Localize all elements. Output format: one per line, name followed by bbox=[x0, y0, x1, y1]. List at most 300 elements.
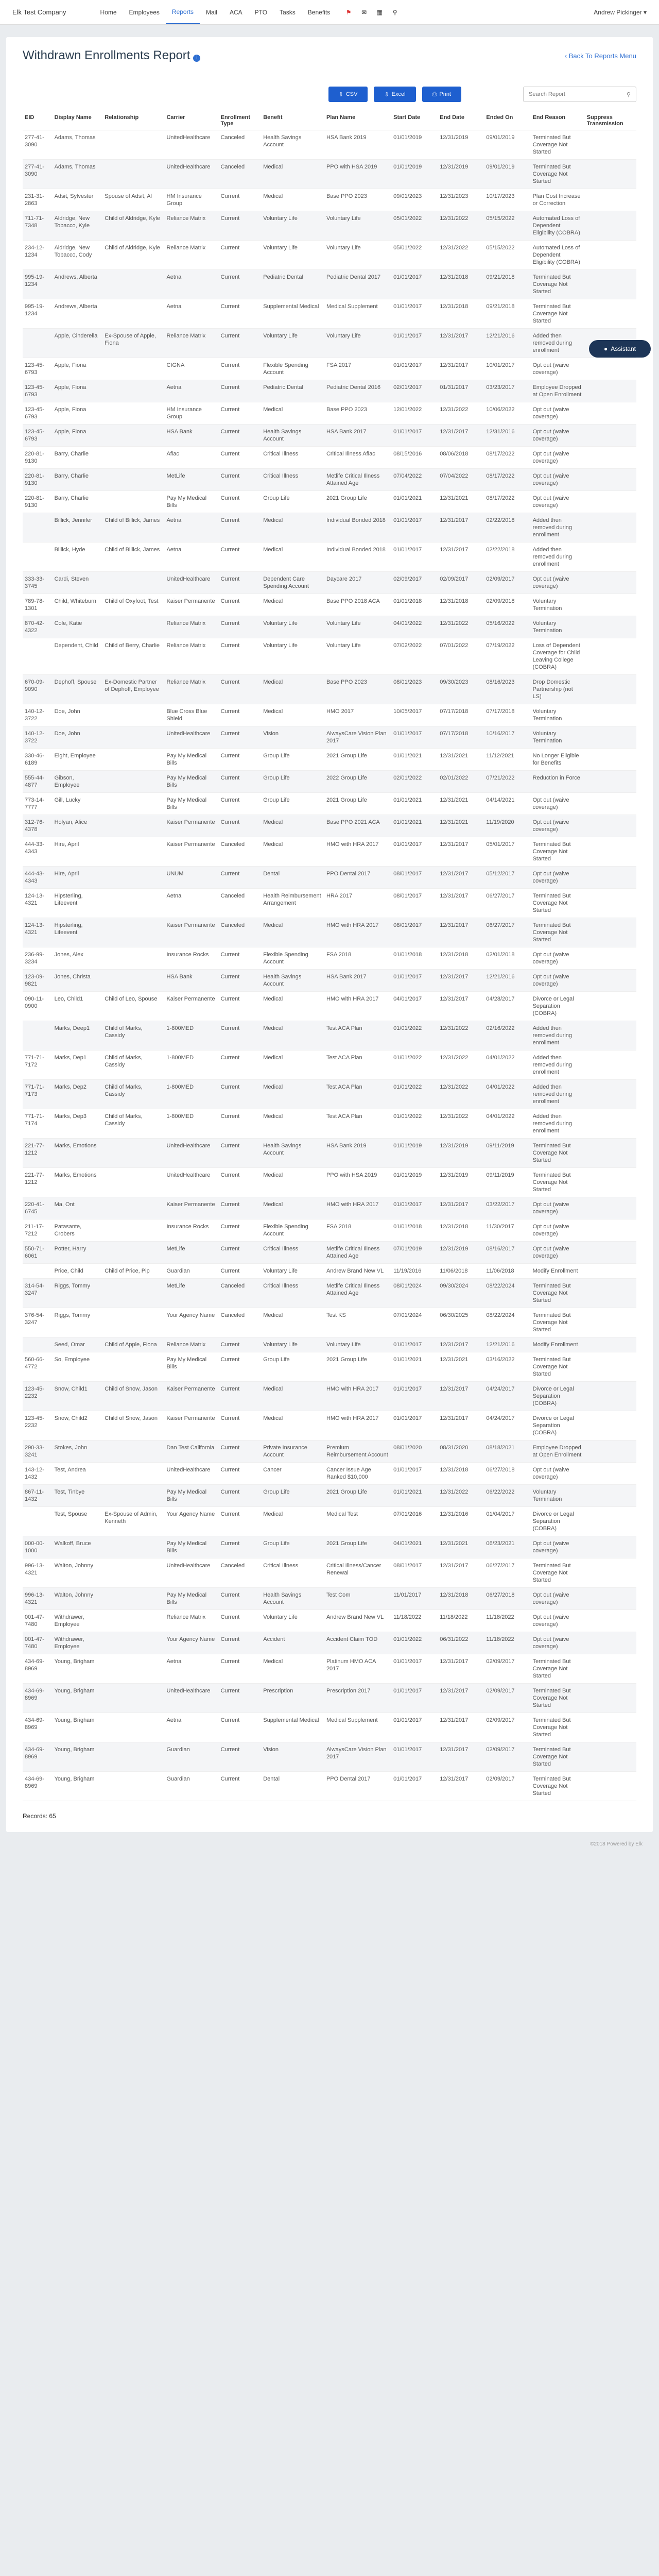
table-cell: Health Savings Account bbox=[261, 1588, 324, 1610]
table-cell: Aetna bbox=[164, 299, 218, 329]
table-cell: HMO with HRA 2017 bbox=[324, 1197, 391, 1219]
table-cell: Current bbox=[219, 270, 262, 299]
table-row bbox=[23, 1772, 636, 1801]
table-cell: Guardian bbox=[164, 1772, 218, 1801]
table-cell: 12/31/2021 bbox=[438, 1352, 484, 1382]
table-cell: Pay My Medical Bills bbox=[164, 771, 218, 793]
table-cell: 220-81-9130 bbox=[23, 447, 53, 469]
table-cell: Current bbox=[219, 1337, 262, 1352]
table-row bbox=[23, 1463, 636, 1485]
table-cell: Current bbox=[219, 749, 262, 771]
table-cell: 996-13-4321 bbox=[23, 1558, 53, 1588]
table-cell: Critical Illness bbox=[261, 1279, 324, 1308]
table-cell: Gill, Lucky bbox=[53, 793, 103, 815]
table-cell bbox=[585, 837, 636, 867]
column-header[interactable]: Start Date bbox=[391, 111, 438, 130]
table-cell bbox=[102, 160, 164, 189]
table-cell: 08/22/2024 bbox=[484, 1308, 530, 1337]
table-cell: 08/22/2024 bbox=[484, 1279, 530, 1308]
table-cell: 789-78-1301 bbox=[23, 594, 53, 616]
table-cell: 333-33-3745 bbox=[23, 572, 53, 594]
table-cell: Added then removed during enrollment bbox=[531, 329, 585, 358]
table-cell bbox=[585, 992, 636, 1021]
table-cell: 10/06/2022 bbox=[484, 402, 530, 425]
table-cell: 211-17-7212 bbox=[23, 1219, 53, 1242]
table-cell: 02/09/2017 bbox=[484, 1772, 530, 1801]
table-cell: Current bbox=[219, 329, 262, 358]
table-cell: UnitedHealthcare bbox=[164, 1684, 218, 1713]
table-cell: 06/27/2017 bbox=[484, 889, 530, 918]
table-cell: Aetna bbox=[164, 889, 218, 918]
table-cell: Child of Aldridge, Kyle bbox=[102, 211, 164, 241]
table-cell: 01/01/2021 bbox=[391, 749, 438, 771]
table-cell: Pay My Medical Bills bbox=[164, 1536, 218, 1558]
table-cell: Supplemental Medical bbox=[261, 299, 324, 329]
table-cell: 02/09/2017 bbox=[484, 1684, 530, 1713]
table-cell: Terminated But Coverage Not Started bbox=[531, 1772, 585, 1801]
table-row bbox=[23, 1382, 636, 1411]
download-icon: ⇩ bbox=[338, 91, 343, 98]
table-cell: Pay My Medical Bills bbox=[164, 1485, 218, 1507]
table-cell: 08/01/2024 bbox=[391, 1279, 438, 1308]
table-cell: 01/01/2019 bbox=[391, 1168, 438, 1197]
table-cell: Opt out (waive coverage) bbox=[531, 447, 585, 469]
info-icon[interactable]: i bbox=[193, 55, 200, 62]
table-cell: 11/06/2018 bbox=[438, 1264, 484, 1279]
table-cell: 12/31/2017 bbox=[438, 992, 484, 1021]
table-cell: 1-800MED bbox=[164, 1050, 218, 1080]
table-cell: Kaiser Permanente bbox=[164, 815, 218, 837]
nav-menu bbox=[94, 0, 337, 24]
table-cell: 140-12-3722 bbox=[23, 726, 53, 749]
table-cell: 2021 Group Life bbox=[324, 793, 391, 815]
table-cell: Current bbox=[219, 726, 262, 749]
table-row bbox=[23, 1242, 636, 1264]
table-cell: 01/01/2022 bbox=[391, 1050, 438, 1080]
table-row bbox=[23, 1610, 636, 1632]
table-cell: 312-76-4378 bbox=[23, 815, 53, 837]
grid-icon[interactable]: ▦ bbox=[376, 8, 383, 16]
table-cell: 12/31/2022 bbox=[438, 211, 484, 241]
table-cell: 04/01/2022 bbox=[484, 1080, 530, 1109]
table-cell: Current bbox=[219, 1219, 262, 1242]
excel-button[interactable]: ⇩ Excel bbox=[374, 87, 415, 102]
column-header[interactable]: End Date bbox=[438, 111, 484, 130]
table-cell: Price, Child bbox=[53, 1264, 103, 1279]
table-cell: Health Savings Account bbox=[261, 130, 324, 160]
table-cell bbox=[102, 1558, 164, 1588]
table-cell: Medical bbox=[261, 1382, 324, 1411]
back-to-reports-link[interactable]: ‹ Back To Reports Menu bbox=[564, 52, 636, 60]
table-cell: Terminated But Coverage Not Started bbox=[531, 1279, 585, 1308]
table-cell: Current bbox=[219, 1610, 262, 1632]
table-cell: 01/01/2017 bbox=[391, 329, 438, 358]
column-header[interactable]: Display Name bbox=[53, 111, 103, 130]
table-cell: 12/31/2019 bbox=[438, 1139, 484, 1168]
assistant-button[interactable] bbox=[589, 340, 651, 358]
table-cell: 12/31/2017 bbox=[438, 1382, 484, 1411]
table-cell: Supplemental Medical bbox=[261, 1713, 324, 1742]
table-cell: Medical bbox=[261, 543, 324, 572]
table-cell: 234-12-1234 bbox=[23, 241, 53, 270]
table-cell bbox=[585, 1242, 636, 1264]
table-cell: Medical bbox=[261, 1109, 324, 1139]
column-header[interactable]: Enrollment Type bbox=[219, 111, 262, 130]
table-header-row bbox=[23, 111, 636, 130]
table-cell: 12/31/2017 bbox=[438, 889, 484, 918]
table-cell: 07/21/2022 bbox=[484, 771, 530, 793]
table-cell: Terminated But Coverage Not Started bbox=[531, 160, 585, 189]
table-cell: Pay My Medical Bills bbox=[164, 749, 218, 771]
table-cell: Andrews, Alberta bbox=[53, 270, 103, 299]
table-cell: Daycare 2017 bbox=[324, 572, 391, 594]
table-cell: Adsit, Sylvester bbox=[53, 189, 103, 211]
table-cell: 444-43-4343 bbox=[23, 867, 53, 889]
table-cell: Child of Apple, Fiona bbox=[102, 1337, 164, 1352]
table-cell: Plan Cost Increase or Correction bbox=[531, 189, 585, 211]
table-cell: Opt out (waive coverage) bbox=[531, 1197, 585, 1219]
table-cell: 771-71-7174 bbox=[23, 1109, 53, 1139]
table-cell bbox=[102, 1536, 164, 1558]
table-cell: 01/01/2018 bbox=[391, 1219, 438, 1242]
table-cell: Seed, Omar bbox=[53, 1337, 103, 1352]
table-cell: Employee Dropped at Open Enrollment bbox=[531, 380, 585, 402]
table-cell: Pay My Medical Bills bbox=[164, 491, 218, 513]
table-cell: Marks, Dep2 bbox=[53, 1080, 103, 1109]
table-cell: 12/31/2023 bbox=[438, 189, 484, 211]
table-cell: 236-99-3234 bbox=[23, 947, 53, 970]
table-cell: Test ACA Plan bbox=[324, 1021, 391, 1050]
nav-item-home[interactable]: Home bbox=[100, 8, 117, 16]
print-button[interactable]: ⎙ Print bbox=[422, 87, 461, 102]
table-row bbox=[23, 704, 636, 726]
table-cell: 870-42-4322 bbox=[23, 616, 53, 638]
table-row bbox=[23, 402, 636, 425]
table-cell: 123-45-2232 bbox=[23, 1382, 53, 1411]
table-cell: Aflac bbox=[164, 447, 218, 469]
table-cell: Reliance Matrix bbox=[164, 638, 218, 675]
table-cell: Pediatric Dental bbox=[261, 380, 324, 402]
table-cell: 12/31/2022 bbox=[438, 1485, 484, 1507]
table-cell: Medical bbox=[261, 1411, 324, 1440]
table-cell: Child of Marks, Cassidy bbox=[102, 1080, 164, 1109]
table-cell: 12/31/2021 bbox=[438, 491, 484, 513]
nav-item-benefits[interactable]: Benefits bbox=[307, 8, 331, 16]
table-cell: Current bbox=[219, 992, 262, 1021]
column-header[interactable]: End Reason bbox=[531, 111, 585, 130]
table-cell bbox=[585, 211, 636, 241]
nav-item-pto[interactable]: PTO bbox=[254, 8, 268, 16]
table-cell: 06/27/2018 bbox=[484, 1588, 530, 1610]
table-cell: 11/12/2021 bbox=[484, 749, 530, 771]
table-cell: 444-33-4343 bbox=[23, 837, 53, 867]
nav-item-mail[interactable]: Mail bbox=[205, 8, 217, 16]
table-cell: Canceled bbox=[219, 130, 262, 160]
table-row bbox=[23, 513, 636, 543]
table-cell: 01/01/2021 bbox=[391, 1352, 438, 1382]
table-cell: Voluntary Life bbox=[261, 616, 324, 638]
table-row bbox=[23, 130, 636, 160]
table-cell bbox=[585, 1109, 636, 1139]
table-cell: Aetna bbox=[164, 1713, 218, 1742]
table-cell: 02/01/2022 bbox=[391, 771, 438, 793]
table-cell: Platinum HMO ACA 2017 bbox=[324, 1654, 391, 1684]
table-cell: Opt out (waive coverage) bbox=[531, 1588, 585, 1610]
table-cell: Terminated But Coverage Not Started bbox=[531, 1558, 585, 1588]
table-cell: Current bbox=[219, 380, 262, 402]
bell-icon[interactable]: ✉ bbox=[361, 8, 367, 16]
table-cell: Marks, Dep3 bbox=[53, 1109, 103, 1139]
table-cell: Pediatric Dental 2017 bbox=[324, 270, 391, 299]
table-cell: 000-00-1000 bbox=[23, 1536, 53, 1558]
table-row bbox=[23, 1485, 636, 1507]
table-cell: Medical bbox=[261, 992, 324, 1021]
table-cell: Voluntary Life bbox=[324, 1337, 391, 1352]
table-cell: 02/01/2022 bbox=[438, 771, 484, 793]
table-cell: 11/30/2017 bbox=[484, 1219, 530, 1242]
table-cell: Current bbox=[219, 1588, 262, 1610]
csv-button[interactable]: ⇩ CSV bbox=[328, 87, 368, 102]
table-cell: 124-13-4321 bbox=[23, 889, 53, 918]
table-cell bbox=[585, 402, 636, 425]
table-cell: Test, Andrea bbox=[53, 1463, 103, 1485]
table-cell bbox=[23, 1337, 53, 1352]
table-cell: Child of Billick, James bbox=[102, 543, 164, 572]
table-cell: Child of Leo, Spouse bbox=[102, 992, 164, 1021]
table-cell: Aetna bbox=[164, 380, 218, 402]
table-cell: Barry, Charlie bbox=[53, 491, 103, 513]
table-cell bbox=[102, 1352, 164, 1382]
table-cell: 01/01/2022 bbox=[391, 1632, 438, 1654]
table-cell: Opt out (waive coverage) bbox=[531, 425, 585, 447]
table-cell: 11/18/2022 bbox=[484, 1610, 530, 1632]
table-cell: 02/09/2017 bbox=[484, 1742, 530, 1772]
table-cell: Voluntary Termination bbox=[531, 616, 585, 638]
table-cell: 434-69-8969 bbox=[23, 1772, 53, 1801]
table-row bbox=[23, 1632, 636, 1654]
table-cell: UnitedHealthcare bbox=[164, 130, 218, 160]
column-header[interactable]: Ended On bbox=[484, 111, 530, 130]
table-cell: Riggs, Tommy bbox=[53, 1308, 103, 1337]
search-input[interactable]: Search Report ⚲ bbox=[523, 87, 636, 102]
table-cell: Reliance Matrix bbox=[164, 675, 218, 704]
table-cell bbox=[102, 491, 164, 513]
table-cell: 10/05/2017 bbox=[391, 704, 438, 726]
table-cell: 12/31/2022 bbox=[438, 1021, 484, 1050]
table-cell: Current bbox=[219, 1463, 262, 1485]
table-cell: 123-45-6793 bbox=[23, 425, 53, 447]
table-cell: Kaiser Permanente bbox=[164, 1197, 218, 1219]
table-cell: 290-33-3241 bbox=[23, 1440, 53, 1463]
table-cell bbox=[102, 1463, 164, 1485]
table-cell: Andrew Brand New VL bbox=[324, 1610, 391, 1632]
table-cell bbox=[585, 572, 636, 594]
table-cell: Test ACA Plan bbox=[324, 1050, 391, 1080]
table-cell: Aldridge, New Tobacco, Kyle bbox=[53, 211, 103, 241]
table-cell bbox=[585, 1632, 636, 1654]
table-cell: Current bbox=[219, 1168, 262, 1197]
table-cell bbox=[102, 837, 164, 867]
nav-item-aca[interactable]: ACA bbox=[229, 8, 242, 16]
nav-item-employees[interactable]: Employees bbox=[129, 8, 160, 16]
table-cell bbox=[102, 1485, 164, 1507]
table-cell: Current bbox=[219, 1139, 262, 1168]
column-header[interactable]: EID bbox=[23, 111, 53, 130]
table-cell: 08/16/2023 bbox=[484, 675, 530, 704]
table-cell: Voluntary Life bbox=[324, 638, 391, 675]
table-cell: Spouse of Adsit, Al bbox=[102, 189, 164, 211]
nav-item-reports[interactable]: Reports bbox=[166, 0, 200, 24]
table-cell: 12/31/2022 bbox=[438, 1050, 484, 1080]
table-cell: 09/01/2019 bbox=[484, 130, 530, 160]
table-cell: 01/01/2017 bbox=[391, 425, 438, 447]
table-cell bbox=[585, 380, 636, 402]
table-cell: 06/27/2017 bbox=[484, 1558, 530, 1588]
user-menu[interactable]: Andrew Pickinger ▾ bbox=[594, 8, 647, 16]
table-cell: 05/01/2022 bbox=[391, 211, 438, 241]
table-cell bbox=[102, 1742, 164, 1772]
table-cell: UnitedHealthcare bbox=[164, 572, 218, 594]
column-header[interactable]: Carrier bbox=[164, 111, 218, 130]
table-cell: Metlife Critical Illness Attained Age bbox=[324, 1279, 391, 1308]
column-header[interactable]: Plan Name bbox=[324, 111, 391, 130]
table-row bbox=[23, 299, 636, 329]
table-cell: Apple, Fiona bbox=[53, 358, 103, 380]
table-cell: Automated Loss of Dependent Eligibility (COBRA) bbox=[531, 241, 585, 270]
table-cell: AlwaysCare Vision Plan 2017 bbox=[324, 1742, 391, 1772]
table-cell: Canceled bbox=[219, 1308, 262, 1337]
table-cell: 04/24/2017 bbox=[484, 1382, 530, 1411]
column-header[interactable]: Relationship bbox=[102, 111, 164, 130]
table-cell: PPO with HSA 2019 bbox=[324, 1168, 391, 1197]
table-cell: Metlife Critical Illness Attained Age bbox=[324, 469, 391, 491]
column-header[interactable]: Benefit bbox=[261, 111, 324, 130]
table-cell: Current bbox=[219, 447, 262, 469]
table-cell: Stokes, John bbox=[53, 1440, 103, 1463]
table-cell: Insurance Rocks bbox=[164, 947, 218, 970]
table-cell bbox=[102, 1588, 164, 1610]
table-cell: Current bbox=[219, 189, 262, 211]
table-row bbox=[23, 771, 636, 793]
table-row bbox=[23, 918, 636, 947]
table-cell bbox=[102, 815, 164, 837]
table-cell: 02/01/2017 bbox=[391, 380, 438, 402]
table-cell bbox=[102, 402, 164, 425]
table-cell: Automated Loss of Dependent Eligibility (COBRA) bbox=[531, 211, 585, 241]
table-cell bbox=[585, 1742, 636, 1772]
table-row bbox=[23, 616, 636, 638]
table-cell: 12/31/2021 bbox=[438, 1536, 484, 1558]
table-cell bbox=[585, 1684, 636, 1713]
table-cell: 05/16/2022 bbox=[484, 616, 530, 638]
table-cell: Canceled bbox=[219, 1279, 262, 1308]
table-cell: 12/31/2017 bbox=[438, 1654, 484, 1684]
table-cell: UnitedHealthcare bbox=[164, 160, 218, 189]
table-cell: Canceled bbox=[219, 889, 262, 918]
table-cell bbox=[102, 726, 164, 749]
table-row bbox=[23, 329, 636, 358]
table-row bbox=[23, 594, 636, 616]
table-cell: 03/16/2022 bbox=[484, 1352, 530, 1382]
table-cell: Andrew Brand New VL bbox=[324, 1264, 391, 1279]
table-cell: Current bbox=[219, 1021, 262, 1050]
table-cell bbox=[585, 1219, 636, 1242]
table-cell bbox=[585, 704, 636, 726]
table-cell: Jones, Christa bbox=[53, 970, 103, 992]
table-cell: 09/11/2019 bbox=[484, 1139, 530, 1168]
table-cell: 12/31/2018 bbox=[438, 270, 484, 299]
table-cell: 12/31/2018 bbox=[438, 947, 484, 970]
table-cell: Current bbox=[219, 402, 262, 425]
table-cell: Guardian bbox=[164, 1264, 218, 1279]
table-cell: Test KS bbox=[324, 1308, 391, 1337]
table-cell: Voluntary Life bbox=[261, 241, 324, 270]
page-title: Withdrawn Enrollments Report i bbox=[23, 48, 200, 63]
table-cell: Terminated But Coverage Not Started bbox=[531, 299, 585, 329]
table-cell: Aetna bbox=[164, 1654, 218, 1684]
table-cell: Voluntary Life bbox=[324, 241, 391, 270]
table-cell: 12/31/2017 bbox=[438, 329, 484, 358]
table-cell: Voluntary Life bbox=[324, 616, 391, 638]
table-cell: 01/01/2017 bbox=[391, 1337, 438, 1352]
table-cell bbox=[102, 793, 164, 815]
table-cell: 773-14-7777 bbox=[23, 793, 53, 815]
table-cell: Aetna bbox=[164, 513, 218, 543]
table-cell: Cardi, Steven bbox=[53, 572, 103, 594]
search-icon[interactable]: ⚲ bbox=[392, 8, 397, 16]
table-cell: Group Life bbox=[261, 1352, 324, 1382]
table-cell: 04/01/2017 bbox=[391, 992, 438, 1021]
table-cell: Holyan, Alice bbox=[53, 815, 103, 837]
table-cell: Current bbox=[219, 1242, 262, 1264]
table-cell: 07/01/2022 bbox=[438, 638, 484, 675]
table-cell: 08/17/2022 bbox=[484, 469, 530, 491]
table-cell bbox=[585, 1337, 636, 1352]
table-cell: Pediatric Dental 2016 bbox=[324, 380, 391, 402]
table-cell: 01/04/2017 bbox=[484, 1507, 530, 1536]
table-cell: 12/31/2022 bbox=[438, 616, 484, 638]
table-cell: Medical bbox=[261, 704, 324, 726]
table-cell bbox=[102, 299, 164, 329]
table-cell: 01/01/2017 bbox=[391, 1684, 438, 1713]
nav-item-tasks[interactable]: Tasks bbox=[280, 8, 296, 16]
table-cell: Health Savings Account bbox=[261, 970, 324, 992]
table-cell: 02/09/2017 bbox=[484, 1713, 530, 1742]
table-cell: Current bbox=[219, 1742, 262, 1772]
table-cell: 995-19-1234 bbox=[23, 299, 53, 329]
table-cell: 11/19/2020 bbox=[484, 815, 530, 837]
table-cell bbox=[585, 1352, 636, 1382]
table-cell bbox=[585, 1654, 636, 1684]
table-cell: Accident bbox=[261, 1632, 324, 1654]
table-cell: Reduction in Force bbox=[531, 771, 585, 793]
flag-icon[interactable]: ⚑ bbox=[345, 8, 352, 16]
table-row bbox=[23, 1713, 636, 1742]
table-cell: Voluntary Life bbox=[261, 1264, 324, 1279]
table-row bbox=[23, 947, 636, 970]
table-cell: 05/01/2017 bbox=[484, 837, 530, 867]
table-row bbox=[23, 749, 636, 771]
table-cell: Billick, Jennifer bbox=[53, 513, 103, 543]
table-cell: 376-54-3247 bbox=[23, 1308, 53, 1337]
column-header[interactable]: Suppress Transmission bbox=[585, 111, 636, 130]
table-cell: 01/01/2019 bbox=[391, 160, 438, 189]
table-cell: Andrews, Alberta bbox=[53, 299, 103, 329]
table-cell: Child of Marks, Cassidy bbox=[102, 1109, 164, 1139]
table-cell: Opt out (waive coverage) bbox=[531, 1242, 585, 1264]
table-cell: Current bbox=[219, 543, 262, 572]
table-row bbox=[23, 211, 636, 241]
